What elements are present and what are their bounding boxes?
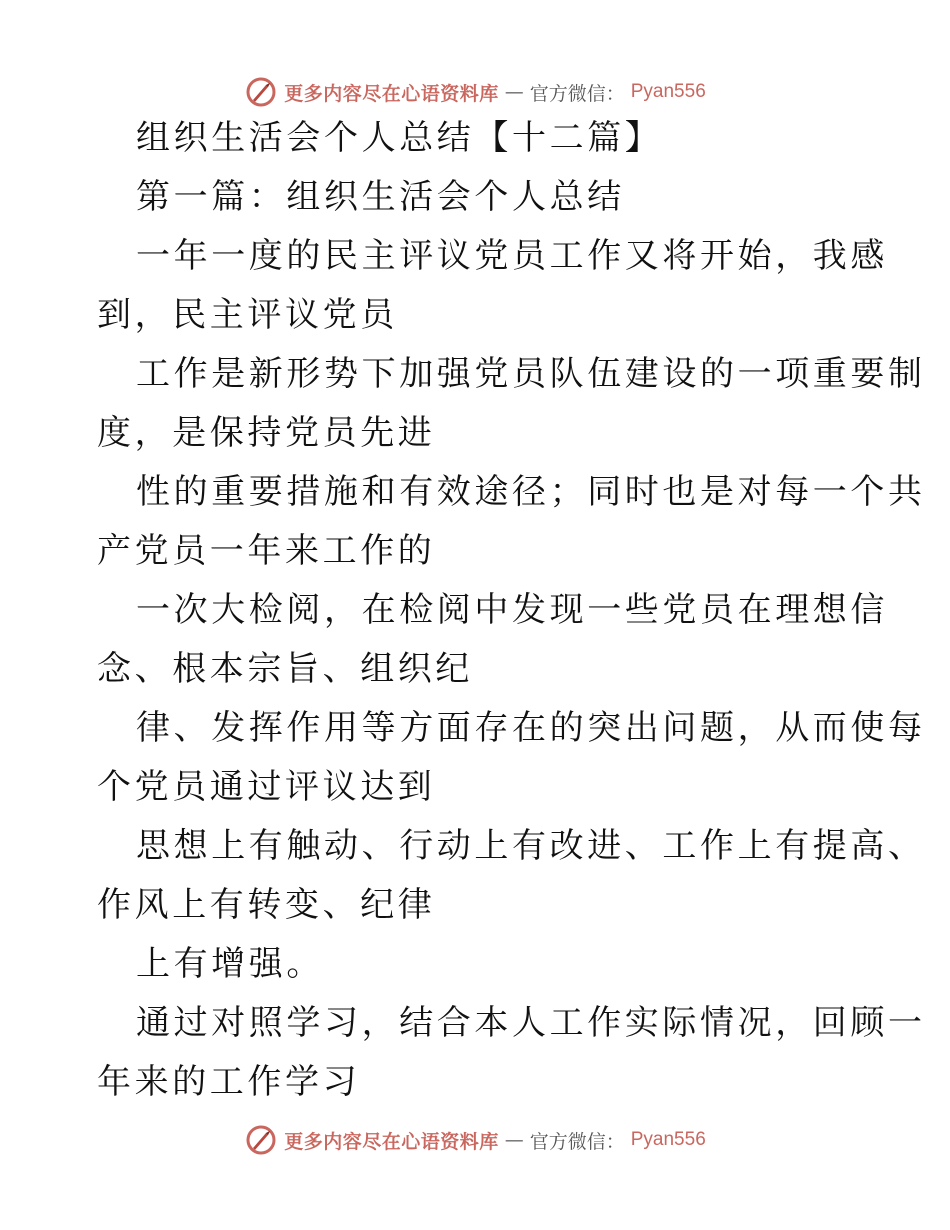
- paragraph-line: 性的重要措施和有效途径；同时也是对每一个共: [136, 472, 926, 512]
- paragraph-line: 律、发挥作用等方面存在的突出问题，从而使每: [136, 708, 926, 748]
- watermark-brand: 更多内容尽在心语资料库: [284, 82, 499, 105]
- watermark-wechat-id: Pyan556: [630, 81, 706, 102]
- paragraph-line: 上有增强。: [136, 944, 324, 984]
- watermark-brand: 更多内容尽在心语资料库: [284, 1130, 499, 1153]
- watermark-separator: —: [504, 81, 524, 103]
- paragraph-line: 一年一度的民主评议党员工作又将开始，我感: [136, 236, 888, 276]
- paragraph-line: 到，民主评议党员: [97, 295, 398, 335]
- footer-watermark: [0, 1120, 950, 1160]
- quill-pen-logo-icon: [244, 1123, 278, 1157]
- watermark-wechat-id: Pyan556: [630, 1129, 706, 1150]
- paragraph-line: 思想上有触动、行动上有改进、工作上有提高、: [136, 826, 926, 866]
- paragraph-line: 产党员一年来工作的: [97, 531, 436, 571]
- paragraph-line: 年来的工作学习: [97, 1062, 361, 1102]
- paragraph-line: 一次大检阅，在检阅中发现一些党员在理想信: [136, 590, 888, 630]
- document-title: 组织生活会个人总结【十二篇】: [136, 118, 663, 158]
- paragraph-line: 念、根本宗旨、组织纪: [97, 649, 473, 689]
- section-heading: 第一篇：组织生活会个人总结: [136, 177, 625, 217]
- watermark-wechat-label: 官方微信：: [529, 1130, 625, 1153]
- paragraph-line: 度，是保持党员先进: [97, 413, 436, 453]
- watermark-wechat-label: 官方微信：: [529, 82, 625, 105]
- paragraph-line: 个党员通过评议达到: [97, 767, 436, 807]
- quill-pen-logo-icon: [244, 75, 278, 109]
- watermark-separator: —: [504, 1129, 524, 1151]
- header-watermark: [0, 72, 950, 112]
- paragraph-line: 工作是新形势下加强党员队伍建设的一项重要制: [136, 354, 926, 394]
- paragraph-line: 作风上有转变、纪律: [97, 885, 436, 925]
- paragraph-line: 通过对照学习，结合本人工作实际情况，回顾一: [136, 1003, 926, 1043]
